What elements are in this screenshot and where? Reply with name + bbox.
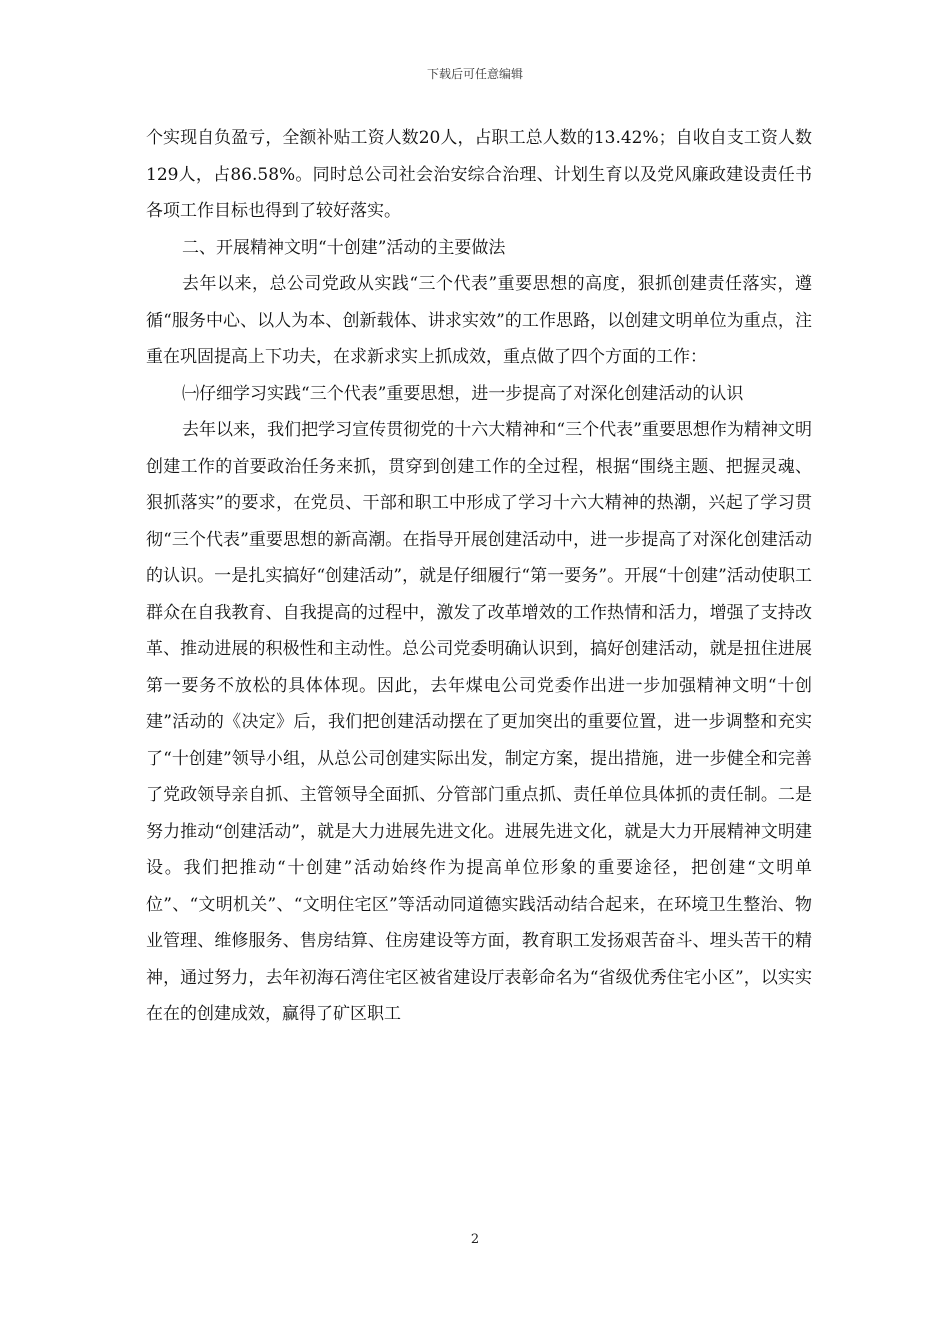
document-body — [146, 120, 812, 1033]
page-number: 2 — [470, 1232, 480, 1247]
section-heading: 二、开展精神文明“十创建”活动的主要做法 — [182, 237, 506, 258]
paragraph-continuation: 个实现自负盈亏，全额补贴工资人数20人，占职工总人数的13.42%；自收自支工资人数129人，占86.58%。同时总公司社会治安综合治理、计划生育以及党风廉政建设责任书各项工作目标也得到了较好落实。 — [146, 128, 812, 221]
subsection-heading: ㈠仔细学习实践“三个代表”重要思想，进一步提高了对深化创建活动的认识 — [182, 383, 744, 404]
paragraph-body: 去年以来，我们把学习宣传贯彻党的十六大精神和“三个代表”重要思想作为精神文明创建工作的首要政治任务来抓，贯穿到创建工作的全过程，根据“围绕主题、把握灵魂、狠抓落实”的要求，在党员、干部和职工中形成了学习十六大精神的热潮，兴起了学习贯彻“三个代表”重要思想的新高潮。在指导开展创建活动中，进一步提高了对深化创建活动的认识。一是扎实搞好“创建活动”，就是仔细履行“第一要务”。开展“十创建”活动使职工群众在自我教育、自我提高的过程中，激发了改革增效的工作热情和活力，增强了支持改革、推动进展的积极性和主动性。总公司党委明确认识到，搞好创建活动，就是扭住进展第一要务不放松的具体体现。因此，去年煤电公司党委作出进一步加强精神文明“十创建”活动的《决定》后，我们把创建活动摆在了更加突出的重要位置，进一步调整和充实了“十创建”领导小组，从总公司创建实际出发，制定方案，提出措施，进一步健全和完善了党政领导亲自抓、主管领导全面抓、分管部门重点抓、责任单位具体抓的责任制。二是努力推动“创建活动”，就是大力进展先进文化。进展先进文化，就是大力开展精神文明建设。我们把推动“十创建”活动始终作为提高单位形象的重要途径，把创建“文明单位”、“文明机关”、“文明住宅区”等活动同道德实践活动结合起来，在环境卫生整治、物业管理、维修服务、售房结算、住房建设等方面，教育职工发扬艰苦奋斗、埋头苦干的精神，通过努力，去年初海石湾住宅区被省建设厅表彰命名为“省级优秀住宅小区”，以实实在在的创建成效，赢得了矿区职工 — [146, 420, 812, 1024]
paragraph-intro: 去年以来，总公司党政从实践“三个代表”重要思想的高度，狠抓创建责任落实，遵循“服务中心、以人为本、创新载体、讲求实效”的工作思路，以创建文明单位为重点，注重在巩固提高上下功夫，在求新求实上抓成效，重点做了四个方面的工作： — [146, 274, 812, 367]
page-header-note: 下载后可任意编辑 — [426, 67, 523, 81]
